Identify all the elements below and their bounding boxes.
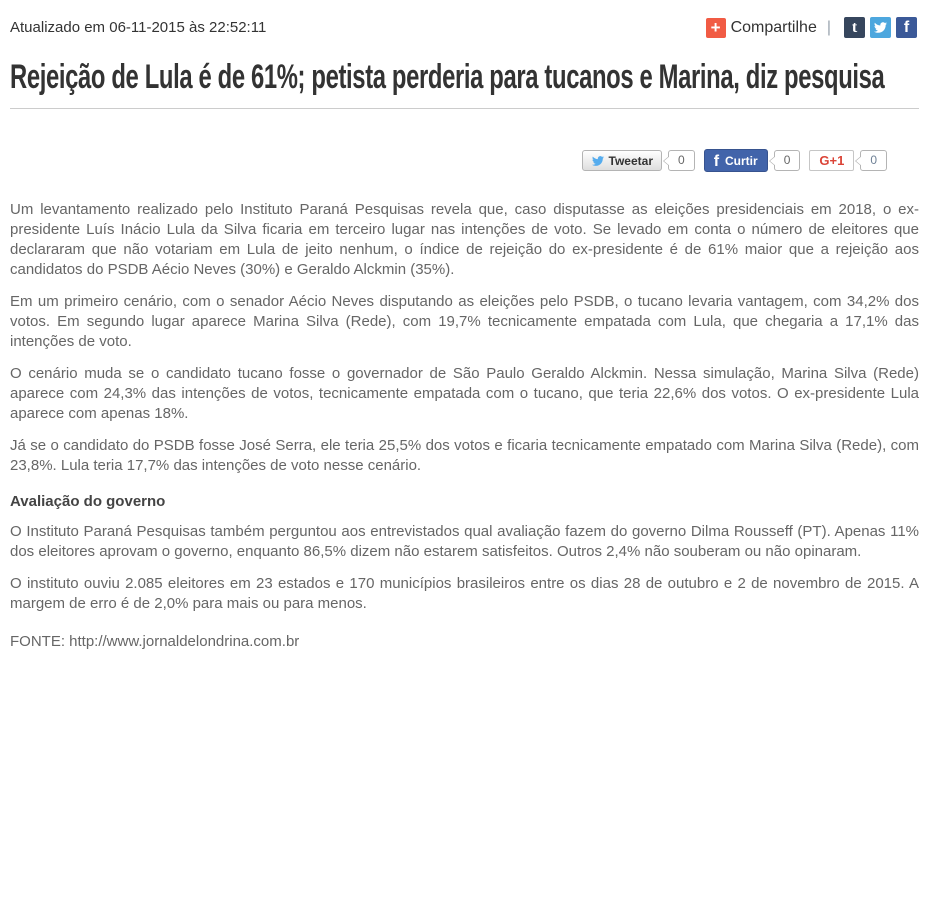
facebook-glyph: f	[903, 18, 910, 36]
headline	[10, 60, 919, 95]
article-body	[10, 200, 919, 652]
facebook-share-icon[interactable]	[896, 17, 917, 38]
paragraph: Um levantamento realizado pelo Instituto Paraná Pesquisas revela que, caso disputasse as eleições presidenciais em 2018, o ex-presidente Luís Inácio Lula da Silva ficaria em terceiro lugar nas intenções de voto. Se levado em conta o número de eleitores que declararam que não votariam em Lula de jeito nenhum, o índice de rejeição do ex-presidente é de 61% maior que a rejeição aos candidatos do PSDB Aécio Neves (30%) e Geraldo Alckmin (35%).	[10, 201, 919, 278]
updated-timestamp: Atualizado em 06-11-2015 às 22:52:11	[10, 19, 267, 36]
share-divider: |	[826, 18, 831, 36]
sharethis-button[interactable]	[706, 18, 817, 38]
share-label: Compartilhe	[730, 18, 817, 36]
section-subheading: Avaliação do governo	[10, 493, 166, 510]
share-bar	[706, 17, 919, 38]
twitter-share-icon[interactable]	[870, 17, 891, 38]
tweet-count-bubble[interactable]: 0	[668, 150, 695, 171]
paragraph: Em um primeiro cenário, com o senador Aécio Neves disputando as eleições pelo PSDB, o tucano levaria vantagem, com 34,2% dos votos. Em segundo lugar aparece Marina Silva (Rede), com 19,7% tecnicamente empatada com Lula, que chegaria a 17,1% das intenções de voto.	[10, 293, 919, 350]
google-plusone-button[interactable]: G+1	[809, 150, 854, 171]
like-count-bubble[interactable]: 0	[774, 150, 801, 171]
tweet-bird-icon	[591, 155, 605, 167]
top-bar	[10, 0, 919, 38]
tumblr-glyph: t	[851, 18, 858, 36]
headline-divider	[10, 108, 919, 109]
facebook-f-icon: f	[713, 152, 720, 170]
sharethis-plus-icon: +	[706, 18, 726, 38]
tweet-button-label: Tweetar	[608, 153, 653, 168]
paragraph: O instituto ouviu 2.085 eleitores em 23 estados e 170 municípios brasileiros entre os dias 28 de outubro e 2 de novembro de 2015. A margem de erro é de 2,0% para mais ou para menos.	[10, 575, 919, 612]
social-buttons-row	[10, 149, 887, 172]
twitter-bird-icon	[874, 21, 887, 34]
tumblr-share-icon[interactable]	[844, 17, 865, 38]
paragraph: O Instituto Paraná Pesquisas também perguntou aos entrevistados qual avaliação fazem do governo Dilma Rousseff (PT). Apenas 11% dos eleitores aprovam o governo, enquanto 86,5% dizem não estarem satisfeitos. Outros 2,4% não souberam ou não opinaram.	[10, 523, 919, 560]
facebook-like-button[interactable]	[704, 149, 768, 172]
source-line: FONTE: http://www.jornaldelondrina.com.br	[10, 633, 300, 650]
headline-text: Rejeição de Lula é de 61%; petista perderia para tucanos e Marina, diz pesquisa	[10, 58, 885, 96]
like-button-label: Curtir	[725, 153, 758, 168]
paragraph: Já se o candidato do PSDB fosse José Serra, ele teria 25,5% dos votos e ficaria tecnicamente empatado com Marina Silva (Rede), com 23,8%. Lula teria 17,7% das intenções de voto nesse cenário.	[10, 437, 919, 474]
paragraph: O cenário muda se o candidato tucano fosse o governador de São Paulo Geraldo Alckmin. Nessa simulação, Marina Silva (Rede) aparece com 24,3% das intenções de votos, tecnicamente empatada com o tucano, que teria 22,6% dos votos. O ex-presidente Lula aparece com apenas 18%.	[10, 365, 919, 422]
tweet-button[interactable]	[582, 150, 662, 171]
plusone-count-bubble[interactable]: 0	[860, 150, 887, 171]
